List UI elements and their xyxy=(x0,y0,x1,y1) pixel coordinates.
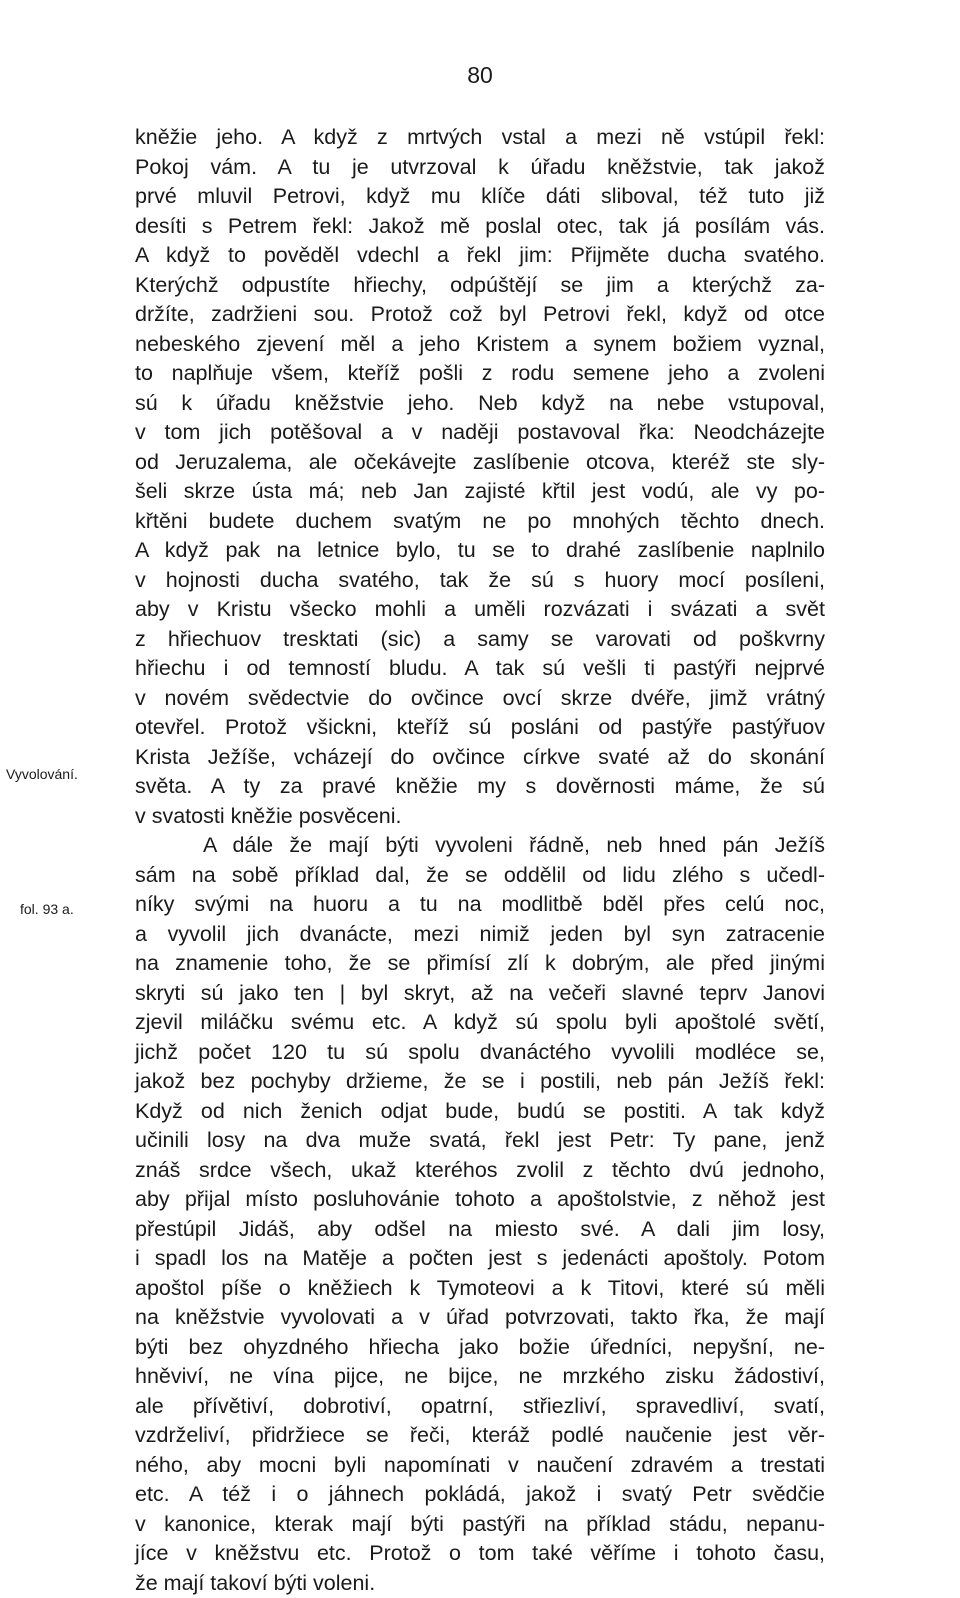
text-line: Pokoj vám. A tu je utvrzoval k úřadu kněžstvie, tak jakož xyxy=(135,153,825,183)
text-line: sú k úřadu kněžstvie jeho. Neb když na nebe vstupoval, xyxy=(135,389,825,419)
text-line: Kterýchž odpustíte hřiechy, odpúštějí se jim a kterýchž za- xyxy=(135,271,825,301)
text-line: jakož bez pochyby držieme, že se i postili, neb pán Ježíš řekl: xyxy=(135,1067,825,1097)
text-line: ného, aby mocni byli napomínati v naučení zdravém a trestati xyxy=(135,1451,825,1481)
text-line: nebeského zjevení měl a jeho Kristem a synem božiem vyznal, xyxy=(135,330,825,360)
page-number: 80 xyxy=(450,60,510,90)
text-line: přestúpil Jidáš, aby odšel na miesto své. A dali jim losy, xyxy=(135,1215,825,1245)
text-line: z hřiechuov tresktati (sic) a samy se varovati od poškvrny xyxy=(135,625,825,655)
text-line: světa. A ty za pravé kněžie my s dověrnosti máme, že sú xyxy=(135,772,825,802)
text-line: otevřel. Protož všickni, kteříž sú posláni od pastýře pastýřuov xyxy=(135,713,825,743)
body-text xyxy=(135,123,825,1598)
margin-note-vyvolovani: Vyvolování. xyxy=(6,765,78,783)
text-line: učinili losy na dva muže svatá, řekl jest Petr: Ty pane, jenž xyxy=(135,1126,825,1156)
text-line: v svatosti kněžie posvěceni. xyxy=(135,802,825,832)
text-line: desíti s Petrem řekl: Jakož mě poslal otec, tak já posílám vás. xyxy=(135,212,825,242)
text-line: býti bez ohyzdného hřiecha jako božie úředníci, nepyšní, ne- xyxy=(135,1333,825,1363)
text-line: jíce v kněžstvu etc. Protož o tom také věříme i tohoto času, xyxy=(135,1539,825,1569)
text-line: křtěni budete duchem svatým ne po mnohých těchto dnech. xyxy=(135,507,825,537)
text-line: Krista Ježíše, vcházejí do ovčince církve svaté až do skonání xyxy=(135,743,825,773)
text-line: aby v Kristu všecko mohli a uměli rozvázati i svázati a svět xyxy=(135,595,825,625)
text-line: že mají takoví býti voleni. xyxy=(135,1569,825,1598)
text-line: na znamenie toho, že se přimísí zlí k dobrým, ale před jinými xyxy=(135,949,825,979)
text-line: ale přívětiví, dobrotiví, opatrní, střiezliví, spravedliví, svatí, xyxy=(135,1392,825,1422)
text-line: vzdrželiví, přidržiece se řeči, kteráž podlé naučenie jest věr- xyxy=(135,1421,825,1451)
text-line: od Jeruzalema, ale očekávejte zaslíbenie otcova, kteréž ste sly- xyxy=(135,448,825,478)
text-line: zjevil miláčku svému etc. A když sú spolu byli apoštolé světí, xyxy=(135,1008,825,1038)
text-line: to naplňuje všem, kteříž pošli z rodu semene jeho a zvoleni xyxy=(135,359,825,389)
text-line: šeli skrze ústa má; neb Jan zajisté křtil jest vodú, ale vy po- xyxy=(135,477,825,507)
text-line: v hojnosti ducha svatého, tak že sú s huory mocí posíleni, xyxy=(135,566,825,596)
text-line: v tom jich potěšoval a v naději postavoval řka: Neodcházejte xyxy=(135,418,825,448)
text-line: Když od nich ženich odjat bude, budú se postiti. A tak když xyxy=(135,1097,825,1127)
text-line: hněviví, ne vína pijce, ne bijce, ne mrzkého zisku žádostiví, xyxy=(135,1362,825,1392)
text-line: v kanonice, kterak mají býti pastýři na příklad stádu, nepanu- xyxy=(135,1510,825,1540)
text-line: A dále že mají býti vyvoleni řádně, neb hned pán Ježíš xyxy=(135,831,825,861)
text-line: prvé mluvil Petrovi, když mu klíče dáti sliboval, též tuto již xyxy=(135,182,825,212)
text-line: v novém svědectvie do ovčince ovcí skrze dvéře, jimž vrátný xyxy=(135,684,825,714)
text-line: i spadl los na Matěje a počten jest s jedenácti apoštoly. Potom xyxy=(135,1244,825,1274)
text-line: A když pak na letnice bylo, tu se to drahé zaslíbenie naplnilo xyxy=(135,536,825,566)
text-line: etc. A též i o jáhnech pokládá, jakož i svatý Petr svědčie xyxy=(135,1480,825,1510)
text-line: a vyvolil jich dvanácte, mezi nimiž jeden byl syn zatracenie xyxy=(135,920,825,950)
text-line: znáš srdce všech, ukaž kteréhos zvolil z těchto dvú jednoho, xyxy=(135,1156,825,1186)
text-line: apoštol píše o kněžiech k Tymoteovi a k Titovi, které sú měli xyxy=(135,1274,825,1304)
text-line: skryti sú jako ten | byl skryt, až na večeři slavné teprv Janovi xyxy=(135,979,825,1009)
text-line: A když to pověděl vdechl a řekl jim: Přijměte ducha svatého. xyxy=(135,241,825,271)
text-line: držíte, zadržieni sou. Protož což byl Petrovi řekl, když od otce xyxy=(135,300,825,330)
text-line: aby přijal místo posluhovánie tohoto a apoštolstvie, z něhož jest xyxy=(135,1185,825,1215)
text-line: sám na sobě příklad dal, že se oddělil od lidu zlého s učedl- xyxy=(135,861,825,891)
text-line: kněžie jeho. A když z mrtvých vstal a mezi ně vstúpil řekl: xyxy=(135,123,825,153)
text-line: na kněžstvie vyvolovati a v úřad potvrzovati, takto řka, že mají xyxy=(135,1303,825,1333)
text-line: níky svými na huoru a tu na modlitbě bděl přes celú noc, xyxy=(135,890,825,920)
text-line: hřiechu i od temností bludu. A tak sú vešli ti pastýři nejprvé xyxy=(135,654,825,684)
text-line: jichž počet 120 tu sú spolu dvanáctého vyvolili modléce se, xyxy=(135,1038,825,1068)
margin-note-folio: fol. 93 a. xyxy=(20,900,74,918)
